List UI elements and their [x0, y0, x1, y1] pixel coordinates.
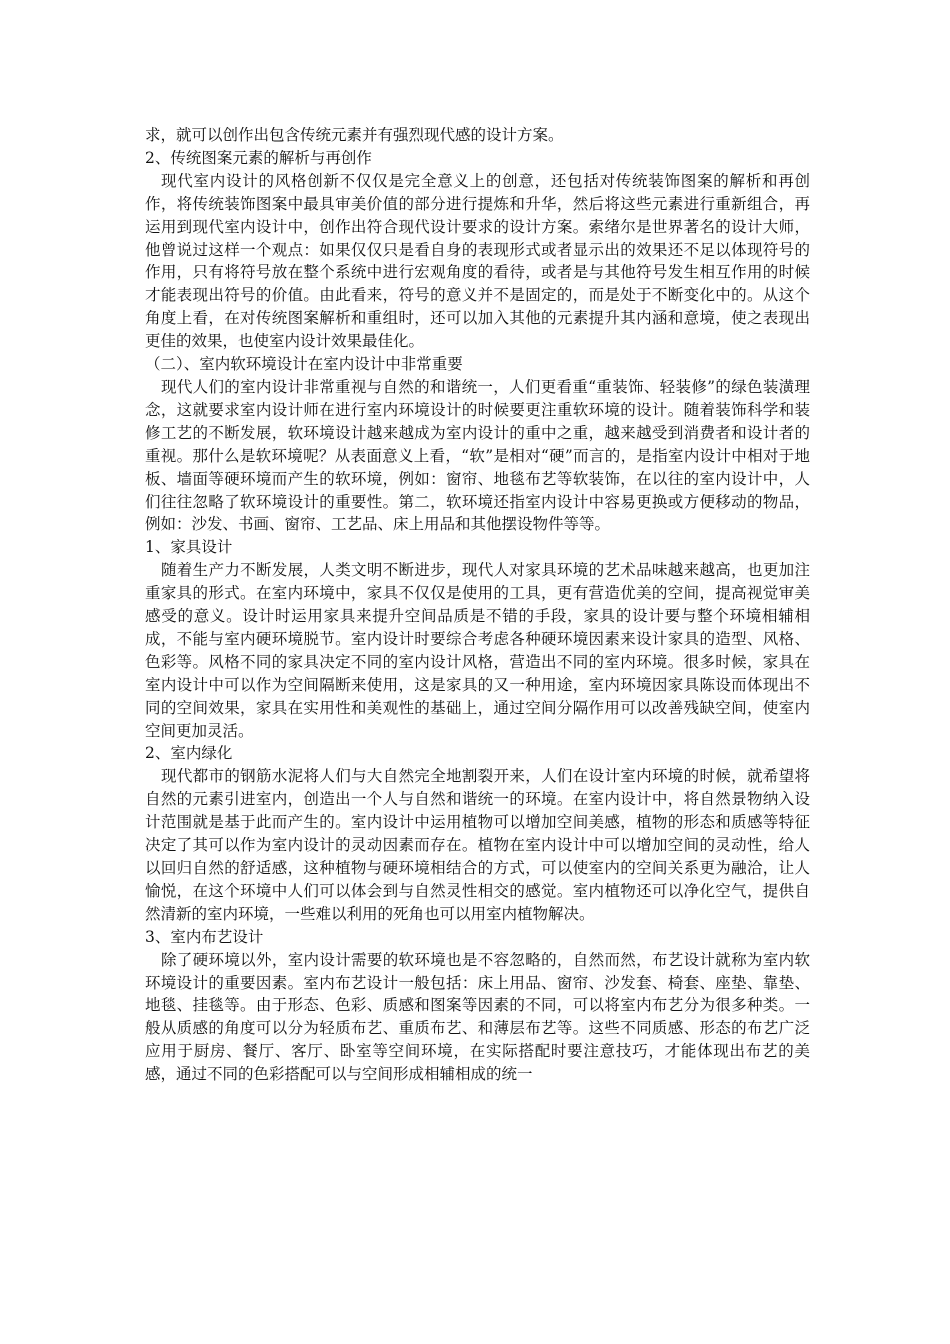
- paragraph-greening: 现代都市的钢筋水泥将人们与大自然完全地割裂开来，人们在设计室内环境的时候，就希望将自然的元素引进室内，创造出一个人与自然和谐统一的环境。在室内设计中，将自然景物纳入设计范围就是基于此而产生的。室内设计中运用植物可以增加空间美感，植物的形态和质感等特征决定了其可以作为室内设计的灵动因素而存在。植物在室内设计中可以增加空间的灵动性，给人以回归自然的舒适感，这种植物与硬环境相结合的方式，可以使室内的空间关系更为融洽，让人愉悦，在这个环境中人们可以体会到与自然灵性相交的感觉。室内植物还可以净化空气，提供自然清新的室内环境，一些难以利用的死角也可以用室内植物解决。: [145, 767, 810, 923]
- section-heading-soft-environment: （二）、室内软环境设计在室内设计中非常重要: [145, 355, 463, 374]
- paragraph-fabric: 除了硬环境以外，室内设计需要的软环境也是不容忽略的，自然而然，布艺设计就称为室内软环境设计的重要因素。室内布艺设计一般包括：床上用品、窗帘、沙发套、椅套、座垫、靠垫、地毯、挂毯等。由于形态、色彩、质感和图案等因素的不同，可以将室内布艺分为很多种类。一般从质感的角度可以分为轻质布艺、重质布艺、和薄层布艺等。这些不同质感、形态的布艺广泛应用于厨房、餐厅、客厅、卧室等空间环境，在实际搭配时要注意技巧，才能体现出布艺的美感，通过不同的色彩搭配可以与空间形成相辅相成的统一: [145, 950, 810, 1084]
- document-page: [145, 124, 810, 1086]
- section-heading-fabric: 3、室内布艺设计: [145, 927, 264, 946]
- section-heading-pattern-recreation: 2、传统图案元素的解析与再创作: [145, 148, 372, 167]
- paragraph-pattern-recreation: 现代室内设计的风格创新不仅仅是完全意义上的创意，还包括对传统装饰图案的解析和再创作，将传统装饰图案中最具审美价值的部分进行提炼和升华，然后将这些元素进行重新组合，再运用到现代室内设计中，创作出符合现代设计要求的设计方案。索绪尔是世界著名的设计大师，他曾说过这样一个观点：如果仅仅只是看自身的表现形式或者显示出的效果还不足以体现符号的作用，只有将符号放在整个系统中进行宏观角度的看待，或者是与其他符号发生相互作用的时候才能表现出符号的价值。由此看来，符号的意义并不是固定的，而是处于不断变化中的。从这个角度上看，在对传统图案解析和重组时，还可以加入其他的元素提升其内涵和意境，使之表现出更佳的效果，也使室内设计效果最佳化。: [145, 171, 810, 351]
- section-heading-greening: 2、室内绿化: [145, 744, 233, 763]
- paragraph-furniture: 随着生产力不断发展，人类文明不断进步，现代人对家具环境的艺术品味越来越高，也更加注重家具的形式。在室内环境中，家具不仅仅是使用的工具，更有营造优美的空间，提高视觉审美感受的意义。设计时运用家具来提升空间品质是不错的手段，家具的设计要与整个环境相辅相成，不能与室内硬环境脱节。室内设计时要综合考虑各种硬环境因素来设计家具的造型、风格、色彩等。风格不同的家具决定不同的室内设计风格，营造出不同的室内环境。很多时候，家具在室内设计中可以作为空间隔断来使用，这是家具的又一种用途，室内环境因家具陈设而体现出不同的空间效果，家具在实用性和美观性的基础上，通过空间分隔作用可以改善残缺空间，使室内空间更加灵活。: [145, 561, 810, 740]
- paragraph-soft-environment: 现代人们的室内设计非常重视与自然的和谐统一，人们更看重“重装饰、轻装修”的绿色装潢理念，这就要求室内设计师在进行室内环境设计的时候要更注重软环境的设计。随着装饰科学和装修工艺的不断发展，软环境设计越来越成为室内设计的重中之重，越来越受到消费者和设计者的重视。那什么是软环境呢？从表面意义上看，“软”是相对“硬”而言的，是指室内设计中相对于地板、墙面等硬环境而产生的软环境，例如：窗帘、地毯布艺等软装饰，在以往的室内设计中，人们往往忽略了软环境设计的重要性。第二，软环境还指室内设计中容易更换或方便移动的物品，例如：沙发、书画、窗帘、工艺品、床上用品和其他摆设物件等等。: [145, 377, 810, 534]
- section-heading-furniture: 1、家具设计: [145, 538, 233, 557]
- paragraph-continuation: 求，就可以创作出包含传统元素并有强烈现代感的设计方案。: [145, 126, 564, 144]
